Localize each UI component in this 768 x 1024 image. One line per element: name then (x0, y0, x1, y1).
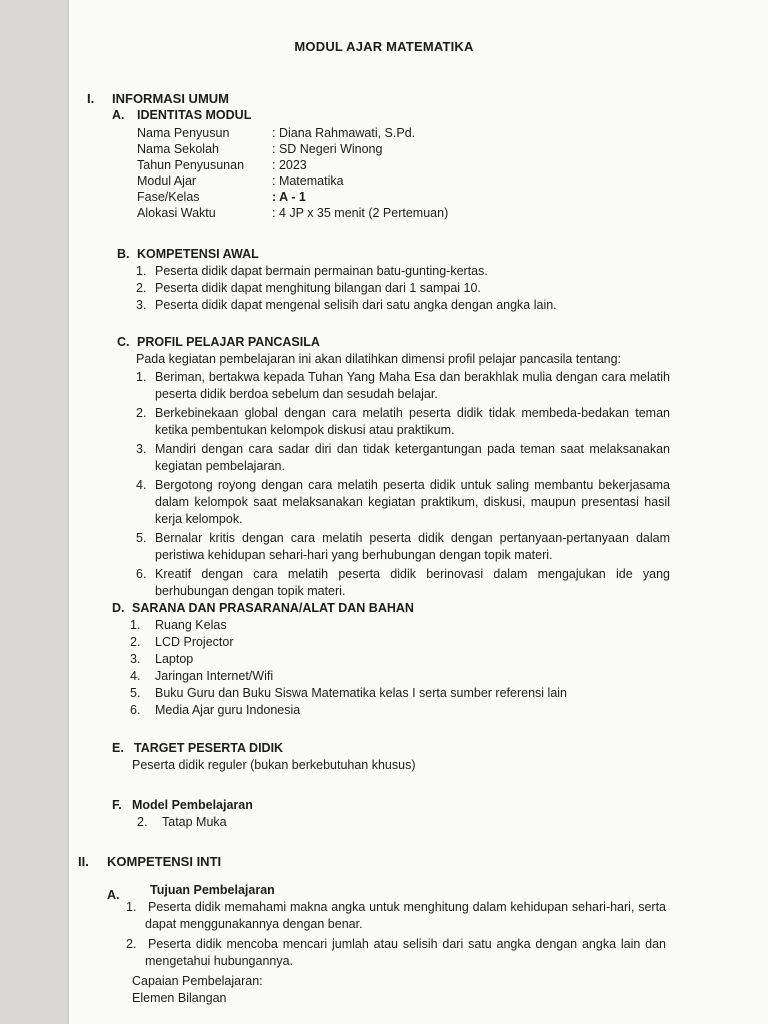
target-heading: TARGET PESERTA DIDIK (134, 741, 284, 755)
list-item: 1. Peserta didik dapat bermain permainan batu-gunting-kertas. (136, 264, 488, 278)
list-item: 3. Laptop (130, 652, 194, 666)
identitas-heading: IDENTITAS MODUL (137, 108, 252, 122)
list-item: 3. Peserta didik dapat mengenal selisih dari satu angka dengan angka lain. (136, 298, 557, 312)
elemen-label: Elemen Bilangan (132, 991, 227, 1005)
list-item: 6. Kreatif dengan cara melatih peserta didik berinovasi dalam mengajukan ide yang berhubungan dengan topik materi. (136, 567, 670, 598)
kompetensi-awal-heading: KOMPETENSI AWAL (137, 247, 259, 261)
identitas-value: : 2023 (272, 158, 307, 172)
model-letter: F. (112, 798, 122, 812)
identitas-value: : Diana Rahmawati, S.Pd. (272, 126, 416, 140)
model-item: Tatap Muka (162, 815, 227, 829)
model-heading: Model Pembelajaran (132, 798, 253, 812)
section-2-heading: KOMPETENSI INTI (107, 854, 222, 869)
identitas-label: Fase/Kelas (137, 190, 200, 204)
list-item: 2. Peserta didik mencoba mencari jumlah atau selisih dari satu angka dengan angka lain dan mengetahui hubungannya. (126, 937, 666, 968)
target-letter: E. (112, 741, 124, 755)
profil-intro: Pada kegiatan pembelajaran ini akan dilatihkan dimensi profil pelajar pancasila tentang: (136, 352, 622, 366)
kompetensi-awal-letter: B. (117, 247, 130, 261)
list-item: 1. Peserta didik memahami makna angka untuk menghitung dalam kehidupan sehari-hari, serta dapat menggunakannya dengan benar. (126, 900, 666, 931)
list-item: 2. Peserta didik dapat menghitung bilangan dari 1 sampai 10. (136, 281, 481, 295)
list-item: 2. Berkebinekaan global dengan cara melatih peserta didik tidak membeda-bedakan teman ketika pembentukan kelompok diskusi atau praktikum. (136, 406, 670, 437)
identitas-letter: A. (112, 108, 125, 122)
list-item: 5. Bernalar kritis dengan cara melatih peserta didik dengan pertanyaan-pertanyaan dalam peristiwa kehidupan sehari-hari yang berhubungan dengan topik materi. (136, 531, 670, 562)
list-item: 1. Beriman, bertakwa kepada Tuhan Yang Maha Esa dan berakhlak mulia dengan cara melatih peserta didik berdoa sebelum dan sesudah belajar. (136, 370, 670, 401)
identitas-row (0, 125, 768, 141)
section-1-numeral: I. (87, 91, 95, 106)
capaian-label: Capaian Pembelajaran: (132, 974, 263, 988)
list-item: 1. Ruang Kelas (130, 618, 227, 632)
document-title: MODUL AJAR MATEMATIKA (294, 39, 474, 54)
tujuan-letter: A. (107, 888, 120, 902)
list-item: 5. Buku Guru dan Buku Siswa Matematika kelas I serta sumber referensi lain (130, 686, 567, 700)
identitas-value: : 4 JP x 35 menit (2 Pertemuan) (272, 206, 449, 220)
tujuan-heading: Tujuan Pembelajaran (150, 883, 275, 897)
kompetensi-awal-list (136, 263, 676, 314)
target-text: Peserta didik reguler (bukan berkebutuhan khusus) (132, 758, 416, 772)
model-item-number: 2. (137, 815, 148, 829)
tujuan-list (126, 899, 666, 970)
identitas-row (0, 141, 768, 157)
identitas-row (0, 189, 768, 205)
identitas-value: : A - 1 (272, 190, 306, 204)
identitas-label: Nama Penyusun (137, 126, 230, 140)
identitas-row (0, 157, 768, 173)
list-item: 4. Jaringan Internet/Wifi (130, 669, 274, 683)
sarana-list (130, 617, 670, 719)
identitas-label: Nama Sekolah (137, 142, 219, 156)
identitas-value: : SD Negeri Winong (272, 142, 383, 156)
identitas-label: Tahun Penyusunan (137, 158, 245, 172)
list-item: 2. LCD Projector (130, 635, 234, 649)
identitas-row (0, 173, 768, 189)
identitas-label: Modul Ajar (137, 174, 197, 188)
profil-list (136, 369, 670, 600)
section-2-numeral: II. (78, 854, 89, 869)
identitas-row (0, 205, 768, 221)
identitas-value: : Matematika (272, 174, 344, 188)
sarana-letter: D. (112, 601, 125, 615)
list-item: 6. Media Ajar guru Indonesia (130, 703, 301, 717)
sarana-heading: SARANA DAN PRASARANA/ALAT DAN BAHAN (132, 601, 414, 615)
identitas-label: Alokasi Waktu (137, 206, 216, 220)
list-item: 3. Mandiri dengan cara sadar diri dan tidak ketergantungan pada teman saat melaksanakan kegiatan pembelajaran. (136, 442, 670, 473)
identitas-table (0, 125, 768, 221)
profil-heading: PROFIL PELAJAR PANCASILA (137, 335, 320, 349)
section-1-heading: INFORMASI UMUM (112, 91, 229, 106)
profil-letter: C. (117, 335, 130, 349)
list-item: 4. Bergotong royong dengan cara melatih peserta didik untuk saling membantu bekerjasama dalam kelompok saat melaksanakan kegiatan praktikum, diskusi, maupun presentasi hasil kerja kelompok. (136, 478, 670, 526)
